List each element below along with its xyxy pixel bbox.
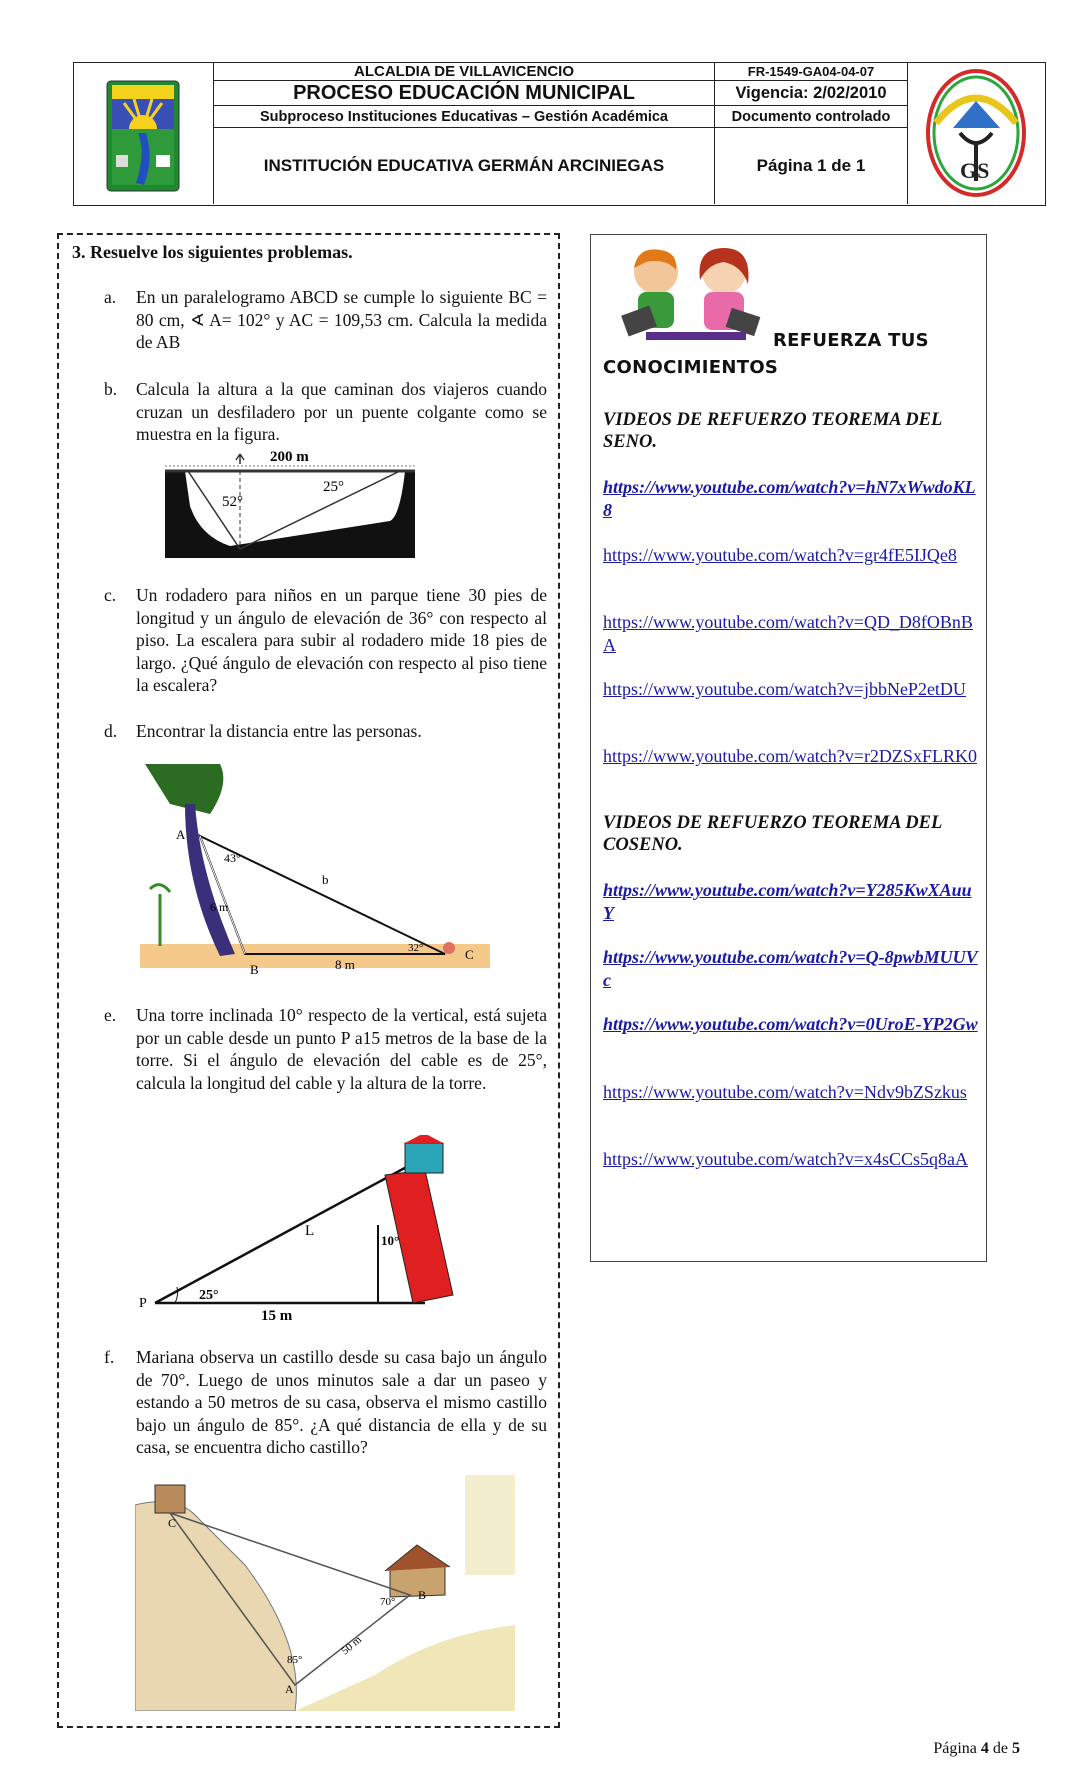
problem-text: Un rodadero para niños en un parque tiene 30 pies de longitud y un ángulo de elevación de 36° con respecto al piso. La escalera para subir al rodadero mide 18 pies de largo. ¿Qué ángulo de elevación con respecto al piso tiene la escalera? — [136, 585, 547, 695]
municipal-crest-icon — [74, 63, 214, 204]
header-municipality: ALCALDIA DE VILLAVICENCIO — [214, 63, 714, 81]
problem-text: En un paralelogramo ABCD se cumple lo siguiente BC = 80 cm, ∢ A= 102° y AC = 109,53 cm. Calcula la medida de AB — [136, 287, 547, 352]
figure-label-dist: 50 m — [339, 1633, 365, 1658]
coseno-video-link-3[interactable]: https://www.youtube.com/watch?v=0UroE-YP2Gw — [603, 1014, 978, 1034]
figure-label-base: 15 m — [261, 1308, 293, 1320]
figure-leaning-tower — [135, 1135, 465, 1320]
figure-bridge-canyon — [160, 446, 420, 558]
problem-label: e. — [104, 1005, 117, 1025]
figure-label-angle1: 52° — [222, 494, 243, 510]
seno-video-link-2[interactable]: https://www.youtube.com/watch?v=gr4fE5IJQe8 — [603, 545, 957, 565]
coseno-video-link-1[interactable]: https://www.youtube.com/watch?v=Y285KwXAuuY — [603, 880, 972, 923]
section-title: 3. Resuelve los siguientes problemas. — [72, 242, 353, 262]
coseno-video-link-2[interactable]: https://www.youtube.com/watch?v=Q-8pwbMUUVc — [603, 947, 978, 990]
figure-label-a: A — [285, 1682, 294, 1696]
header-page: Página 1 de 1 — [714, 128, 907, 204]
coseno-videos-title: VIDEOS DE REFUERZO TEOREMA DEL COSENO. — [603, 813, 942, 855]
page-current: 4 — [980, 1740, 989, 1757]
figure-label-b: B — [250, 962, 259, 977]
figure-label-angle-a: 43° — [224, 851, 241, 865]
seno-videos-title: VIDEOS DE REFUERZO TEOREMA DEL SENO. — [603, 410, 942, 452]
figure-label-a: A — [176, 827, 186, 842]
problem-a — [104, 286, 547, 354]
problem-d — [104, 720, 547, 743]
page-middle: de — [992, 1740, 1008, 1757]
problem-label: c. — [104, 585, 117, 605]
seno-video-link-4[interactable]: https://www.youtube.com/watch?v=jbbNeP2etDU — [603, 679, 966, 699]
figure-label-angle-a: 85° — [287, 1654, 303, 1666]
figure-label-6m: 6 m — [210, 900, 229, 914]
header-code: FR-1549-GA04-04-07 — [714, 63, 907, 81]
figure-label-angle2: 25° — [323, 479, 344, 495]
figure-label-width: 200 m — [270, 449, 309, 465]
problem-text: Calcula la altura a la que caminan dos viajeros cuando cruzan un desfiladero por un puente colgante como se muestra en la figura. — [136, 379, 547, 444]
refuerza-heading-line2: CONOCIMIENTOS — [603, 357, 779, 378]
problem-c — [104, 584, 547, 697]
municipal-logo — [74, 63, 214, 204]
document-header — [73, 62, 1046, 206]
figure-tree-persons — [140, 764, 490, 980]
header-doc-status: Documento controlado — [714, 106, 907, 128]
figure-label-b: B — [418, 1588, 427, 1602]
institution-logo — [907, 63, 1044, 204]
problem-text: Encontrar la distancia entre las personas. — [136, 721, 422, 741]
svg-text:GS: GS — [960, 158, 990, 183]
problem-label: a. — [104, 287, 117, 307]
problem-f — [104, 1346, 547, 1459]
seno-video-link-5[interactable]: https://www.youtube.com/watch?v=r2DZSxFLRK0 — [603, 746, 977, 766]
figure-label-side-b: b — [322, 872, 329, 887]
seno-video-link-1[interactable]: https://www.youtube.com/watch?v=hN7xWwdoKL8 — [603, 477, 976, 520]
header-subprocess: Subproceso Instituciones Educativas – Gestión Académica — [214, 106, 714, 128]
header-process: PROCESO EDUCACIÓN MUNICIPAL — [214, 81, 714, 106]
seno-video-link-3[interactable]: https://www.youtube.com/watch?v=QD_D8fOBnBA — [603, 612, 973, 655]
figure-label-angle-b: 70° — [380, 1596, 396, 1608]
figure-label-c: C — [465, 947, 474, 962]
refuerza-heading-line1: REFUERZA TUS — [773, 330, 929, 351]
problem-b — [104, 378, 547, 446]
header-vigencia: Vigencia: 2/02/2010 — [714, 81, 907, 106]
problem-text: Una torre inclinada 10° respecto de la vertical, está sujeta por un cable desde un punto P a15 metros de la base de la torre. Si el ángulo de elevación del cable es de 25°, calcula la longitud del cable y la altura de la torre. — [136, 1005, 547, 1093]
page-total: 5 — [1012, 1740, 1020, 1757]
figure-label-l: L — [305, 1223, 315, 1239]
figure-castle-house — [135, 1475, 515, 1711]
figure-label-angle-c: 32° — [408, 942, 424, 954]
figure-label-tilt: 10° — [381, 1233, 400, 1248]
institution-emblem-icon — [908, 63, 1045, 204]
page-number — [933, 1740, 1020, 1758]
page-prefix: Página — [933, 1740, 977, 1757]
figure-label-p: P — [139, 1296, 147, 1311]
figure-label-8m: 8 m — [335, 957, 355, 972]
figure-label-angle: 25° — [199, 1288, 219, 1303]
kids-with-laptops-icon — [616, 240, 766, 348]
problem-text: Mariana observa un castillo desde su casa bajo un ángulo de 70°. Luego de unos minutos sale a dar un paseo y estando a 50 metros de su casa, observa el mismo castillo bajo un ángulo de 85°. ¿A qué distancia de ella y de su casa, se encuentra dicho castillo? — [136, 1347, 547, 1457]
figure-label-c: C — [168, 1516, 177, 1530]
problem-e — [104, 1004, 547, 1094]
problem-label: d. — [104, 721, 118, 741]
problem-label: b. — [104, 379, 118, 399]
header-institution: INSTITUCIÓN EDUCATIVA GERMÁN ARCINIEGAS — [263, 156, 665, 175]
coseno-video-link-4[interactable]: https://www.youtube.com/watch?v=Ndv9bZSzkus — [603, 1082, 967, 1102]
problem-label: f. — [104, 1347, 115, 1367]
coseno-video-link-5[interactable]: https://www.youtube.com/watch?v=x4sCCs5q8aA — [603, 1149, 968, 1169]
